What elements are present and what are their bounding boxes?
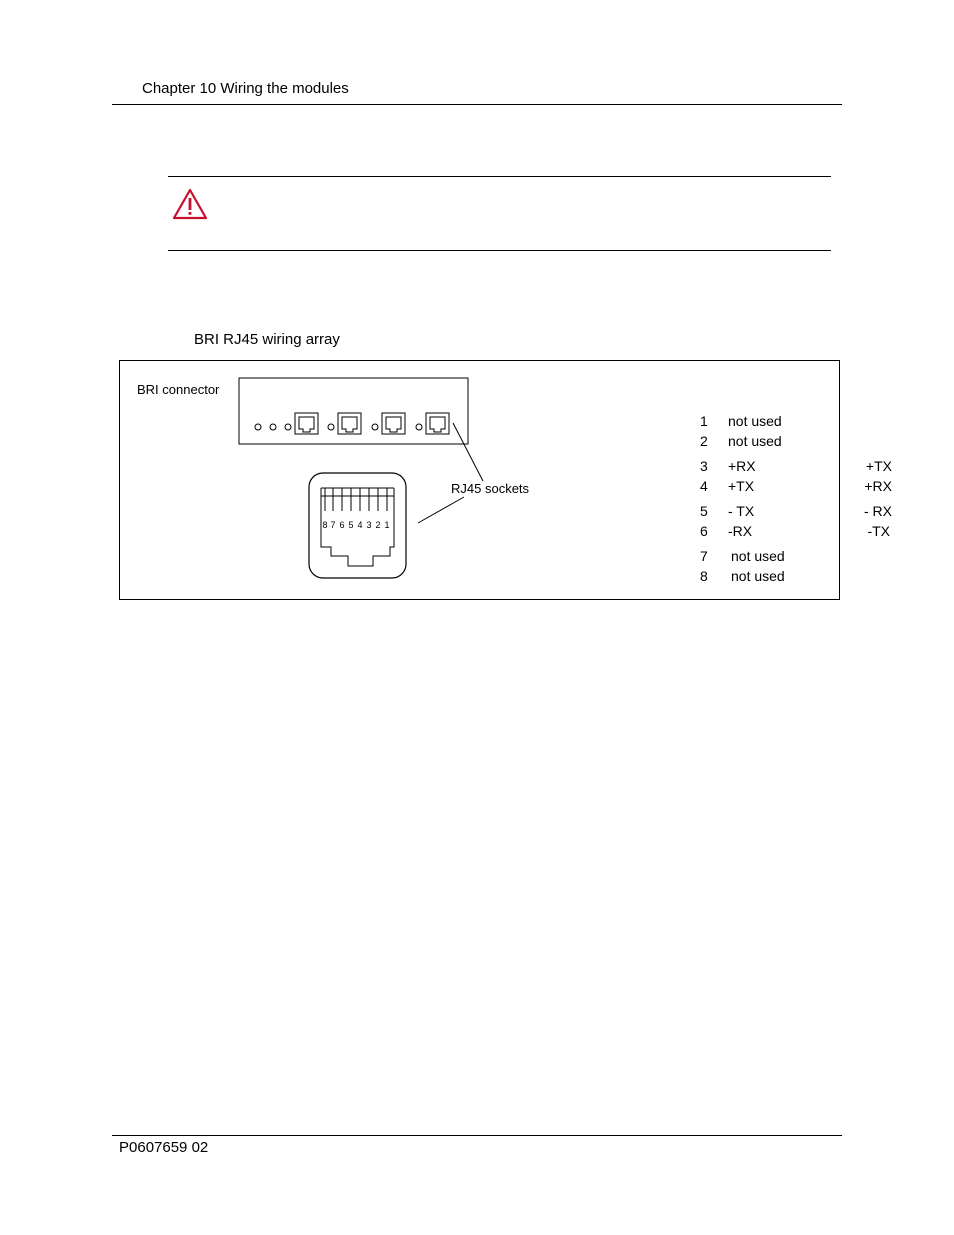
plug-contacts [321, 488, 394, 511]
pin-description: -RX [728, 523, 753, 539]
plug-pin-label-4: 4 [357, 520, 363, 530]
pin-number: 3 [700, 458, 708, 474]
led-4 [328, 424, 334, 430]
pin-description: not used [731, 548, 785, 564]
led-3 [285, 424, 291, 430]
plug-pin-label-2: 2 [375, 520, 381, 530]
connector-label: BRI connector [137, 382, 220, 397]
pin-alternate: -TX [867, 523, 890, 539]
wiring-figure [119, 360, 892, 600]
pin-number: 7 [700, 548, 708, 564]
rj45-socket-4 [426, 413, 449, 434]
pin-description: not used [728, 413, 782, 429]
sockets-label: RJ45 sockets [451, 481, 530, 496]
pin-alternate: - RX [864, 503, 892, 519]
plug-pin-label-3: 3 [366, 520, 372, 530]
warning-triangle-icon [172, 188, 208, 220]
led-1 [255, 424, 261, 430]
leader-line-plug [418, 497, 464, 523]
plug-pin-label-7: 7 [330, 520, 336, 530]
pin-number: 6 [700, 523, 708, 539]
rj45-socket-2 [338, 413, 361, 434]
pin-description: not used [728, 433, 782, 449]
pin-description: not used [731, 568, 785, 584]
connector-drawing [120, 361, 580, 599]
led-5 [372, 424, 378, 430]
pin-description: +RX [728, 458, 756, 474]
pin-description: +TX [728, 478, 755, 494]
led-2 [270, 424, 276, 430]
plug-pin-label-6: 6 [339, 520, 345, 530]
rj45-socket-1 [295, 413, 318, 434]
pin-number: 1 [700, 413, 708, 429]
footer-doc-number: P0607659 02 [119, 1139, 209, 1156]
caution-top-rule [168, 176, 831, 177]
pin-number: 2 [700, 433, 708, 449]
plug-pin-label-1: 1 [384, 520, 390, 530]
caution-bottom-rule [168, 250, 831, 251]
pin-number: 8 [700, 568, 708, 584]
plug-pin-label-5: 5 [348, 520, 354, 530]
page-header-title: Chapter 10 Wiring the modules [142, 80, 349, 97]
rj45-socket-3 [382, 413, 405, 434]
pin-alternate: +RX [864, 478, 892, 494]
pin-alternate: +TX [865, 458, 892, 474]
pin-number: 4 [700, 478, 708, 494]
pin-number: 5 [700, 503, 708, 519]
figure-caption: BRI RJ45 wiring array [194, 331, 340, 348]
pin-description: - TX [728, 503, 755, 519]
plug-pin-label-8: 8 [322, 520, 328, 530]
led-6 [416, 424, 422, 430]
footer-rule [112, 1135, 842, 1136]
header-rule [112, 104, 842, 105]
